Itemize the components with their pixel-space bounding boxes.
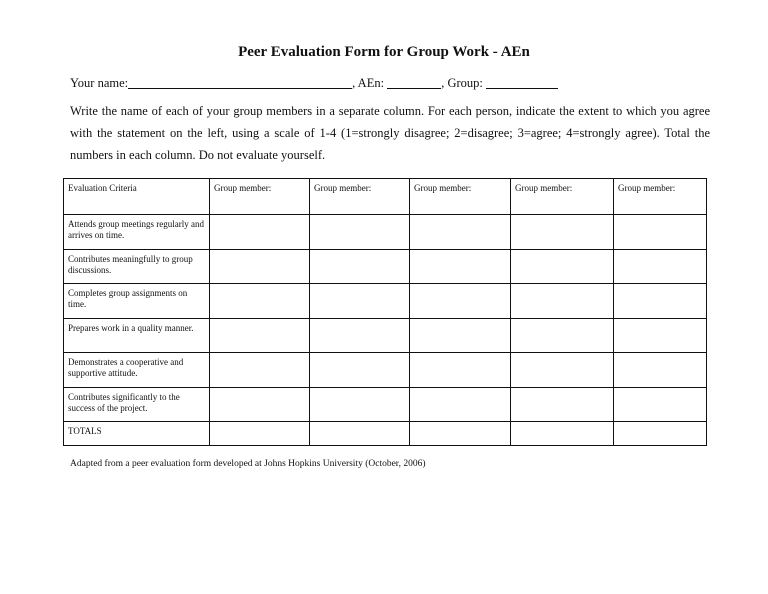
criteria-row	[64, 215, 707, 250]
score-cell[interactable]	[310, 284, 410, 319]
member-header: Group member:	[410, 179, 511, 215]
aen-label: , AEn:	[352, 76, 385, 90]
total-cell[interactable]	[210, 422, 310, 446]
score-cell[interactable]	[310, 319, 410, 353]
score-cell[interactable]	[310, 250, 410, 284]
criteria-label: Completes group assignments on time.	[64, 284, 210, 319]
score-cell[interactable]	[614, 319, 707, 353]
score-cell[interactable]	[410, 388, 511, 422]
score-cell[interactable]	[410, 353, 511, 388]
name-line	[70, 76, 558, 91]
name-label: Your name:	[70, 76, 129, 90]
score-cell[interactable]	[410, 250, 511, 284]
score-cell[interactable]	[511, 215, 614, 250]
score-cell[interactable]	[614, 388, 707, 422]
total-cell[interactable]	[310, 422, 410, 446]
criteria-label: Contributes meaningfully to group discussions.	[64, 250, 210, 284]
total-cell[interactable]	[511, 422, 614, 446]
score-cell[interactable]	[210, 284, 310, 319]
instructions: Write the name of each of your group members in a separate column. For each person, indicate the extent to which you agree with the statement on the left, using a scale of 1-4 (1=strongly disagree; 2=disagree; 3=agree; 4=strongly agree). Total the numbers in each column. Do not evaluate yourself.	[70, 104, 710, 162]
group-label: , Group:	[441, 76, 483, 90]
criteria-label: Contributes significantly to the success of the project.	[64, 388, 210, 422]
criteria-row	[64, 388, 707, 422]
score-cell[interactable]	[511, 388, 614, 422]
score-cell[interactable]	[310, 388, 410, 422]
score-cell[interactable]	[410, 319, 511, 353]
totals-label: TOTALS	[64, 422, 210, 446]
score-cell[interactable]	[310, 215, 410, 250]
criteria-row	[64, 353, 707, 388]
score-cell[interactable]	[210, 388, 310, 422]
score-cell[interactable]	[614, 353, 707, 388]
member-header: Group member:	[310, 179, 410, 215]
criteria-row	[64, 284, 707, 319]
score-cell[interactable]	[511, 319, 614, 353]
score-cell[interactable]	[410, 215, 511, 250]
score-cell[interactable]	[511, 284, 614, 319]
name-blank[interactable]	[128, 76, 352, 89]
score-cell[interactable]	[210, 215, 310, 250]
group-blank[interactable]	[486, 76, 558, 89]
aen-blank[interactable]	[387, 76, 441, 89]
member-header: Group member:	[210, 179, 310, 215]
member-header: Group member:	[614, 179, 707, 215]
criteria-header: Evaluation Criteria	[64, 179, 210, 215]
member-header: Group member:	[511, 179, 614, 215]
total-cell[interactable]	[614, 422, 707, 446]
score-cell[interactable]	[614, 215, 707, 250]
criteria-row	[64, 250, 707, 284]
criteria-row	[64, 319, 707, 353]
score-cell[interactable]	[511, 353, 614, 388]
form-title: Peer Evaluation Form for Group Work - AEn	[238, 44, 530, 60]
score-cell[interactable]	[511, 250, 614, 284]
footnote: Adapted from a peer evaluation form developed at Johns Hopkins University (October, 2006)	[70, 459, 426, 469]
score-cell[interactable]	[410, 284, 511, 319]
evaluation-table	[63, 178, 707, 446]
score-cell[interactable]	[310, 353, 410, 388]
score-cell[interactable]	[210, 319, 310, 353]
score-cell[interactable]	[210, 353, 310, 388]
score-cell[interactable]	[614, 250, 707, 284]
header-row	[64, 179, 707, 215]
score-cell[interactable]	[614, 284, 707, 319]
criteria-label: Demonstrates a cooperative and supportive attitude.	[64, 353, 210, 388]
criteria-label: Prepares work in a quality manner.	[64, 319, 210, 353]
criteria-label: Attends group meetings regularly and arrives on time.	[64, 215, 210, 250]
score-cell[interactable]	[210, 250, 310, 284]
totals-row	[64, 422, 707, 446]
total-cell[interactable]	[410, 422, 511, 446]
